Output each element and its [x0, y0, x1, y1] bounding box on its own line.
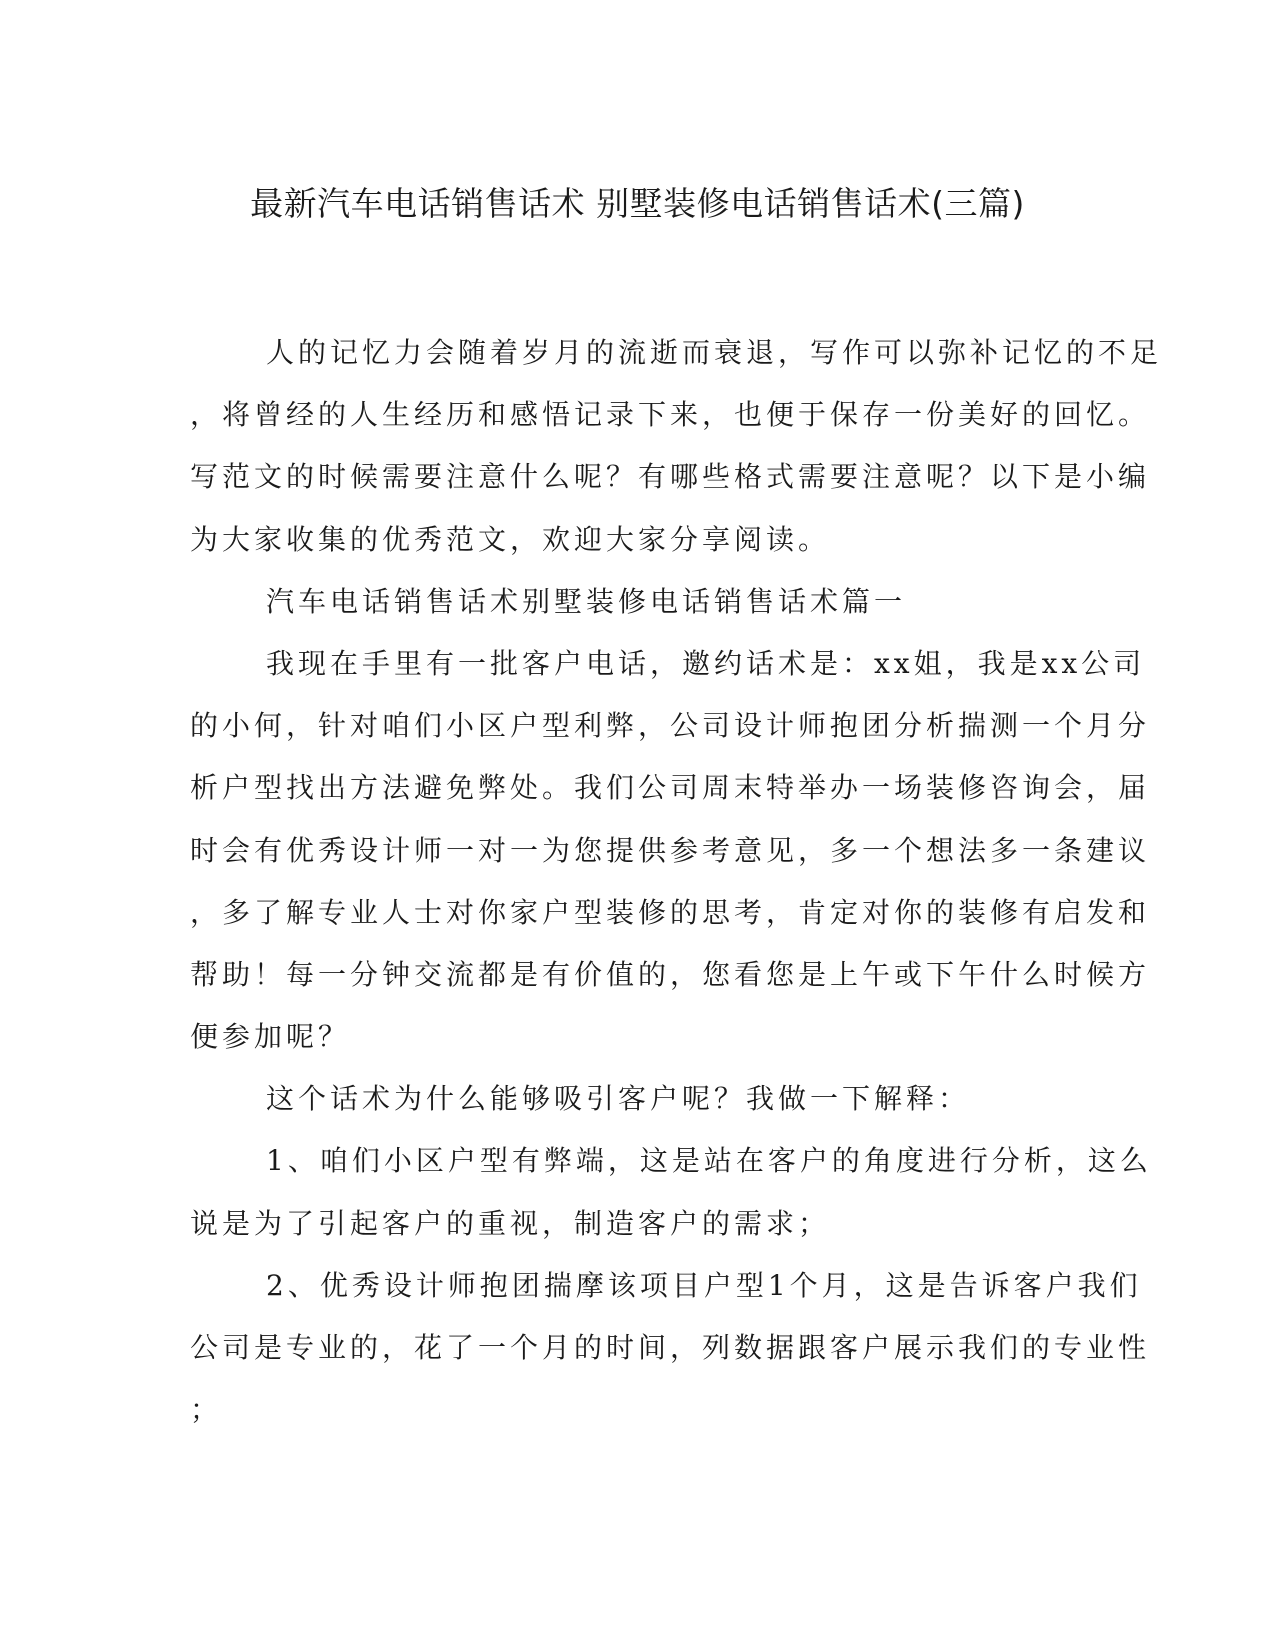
text-line: 公司是专业的，花了一个月的时间，列数据跟客户展示我们的专业性 — [190, 1331, 1151, 1364]
list-item: 2、优秀设计师抱团揣摩该项目户型1个月，这是告诉客户我们 — [266, 1268, 1142, 1302]
text-line: 写范文的时候需要注意什么呢？有哪些格式需要注意呢？以下是小编 — [190, 460, 1151, 494]
section-heading: 汽车电话销售话术别墅装修电话销售话术篇一 — [266, 584, 907, 618]
text-line: 便参加呢？ — [190, 1020, 351, 1054]
document-body — [190, 322, 1163, 1441]
text-line: 人的记忆力会随着岁月的流逝而衰退，写作可以弥补记忆的不足 — [266, 336, 1163, 369]
text-line: 时会有优秀设计师一对一为您提供参考意见，多一个想法多一条建议 — [190, 833, 1151, 867]
text-line: 为大家收集的优秀范文，欢迎大家分享阅读。 — [190, 522, 831, 556]
text-line: 的小何，针对咱们小区户型利弊，公司设计师抱团分析揣测一个月分 — [190, 709, 1151, 743]
text-line: 帮助！每一分钟交流都是有价值的，您看您是上午或下午什么时候方 — [190, 957, 1151, 991]
text-line: ，将曾经的人生经历和感悟记录下来，也便于保存一份美好的回忆。 — [190, 398, 1151, 432]
text-line: ； — [190, 1393, 223, 1427]
text-line: 这个话术为什么能够吸引客户呢？我做一下解释： — [266, 1082, 971, 1116]
text-line: 说是为了引起客户的重视，制造客户的需求； — [190, 1206, 831, 1240]
text-line: ，多了解专业人士对你家户型装修的思考，肯定对你的装修有启发和 — [190, 895, 1151, 929]
list-item: 1、咱们小区户型有弊端，这是站在客户的角度进行分析，这么 — [266, 1144, 1152, 1178]
document-title: 最新汽车电话销售话术 别墅装修电话销售话术(三篇) — [250, 184, 1025, 223]
text-line: 我现在手里有一批客户电话，邀约话术是：xx姐，我是xx公司 — [266, 646, 1146, 680]
text-line: 析户型找出方法避免弊处。我们公司周末特举办一场装修咨询会，届 — [190, 771, 1151, 805]
